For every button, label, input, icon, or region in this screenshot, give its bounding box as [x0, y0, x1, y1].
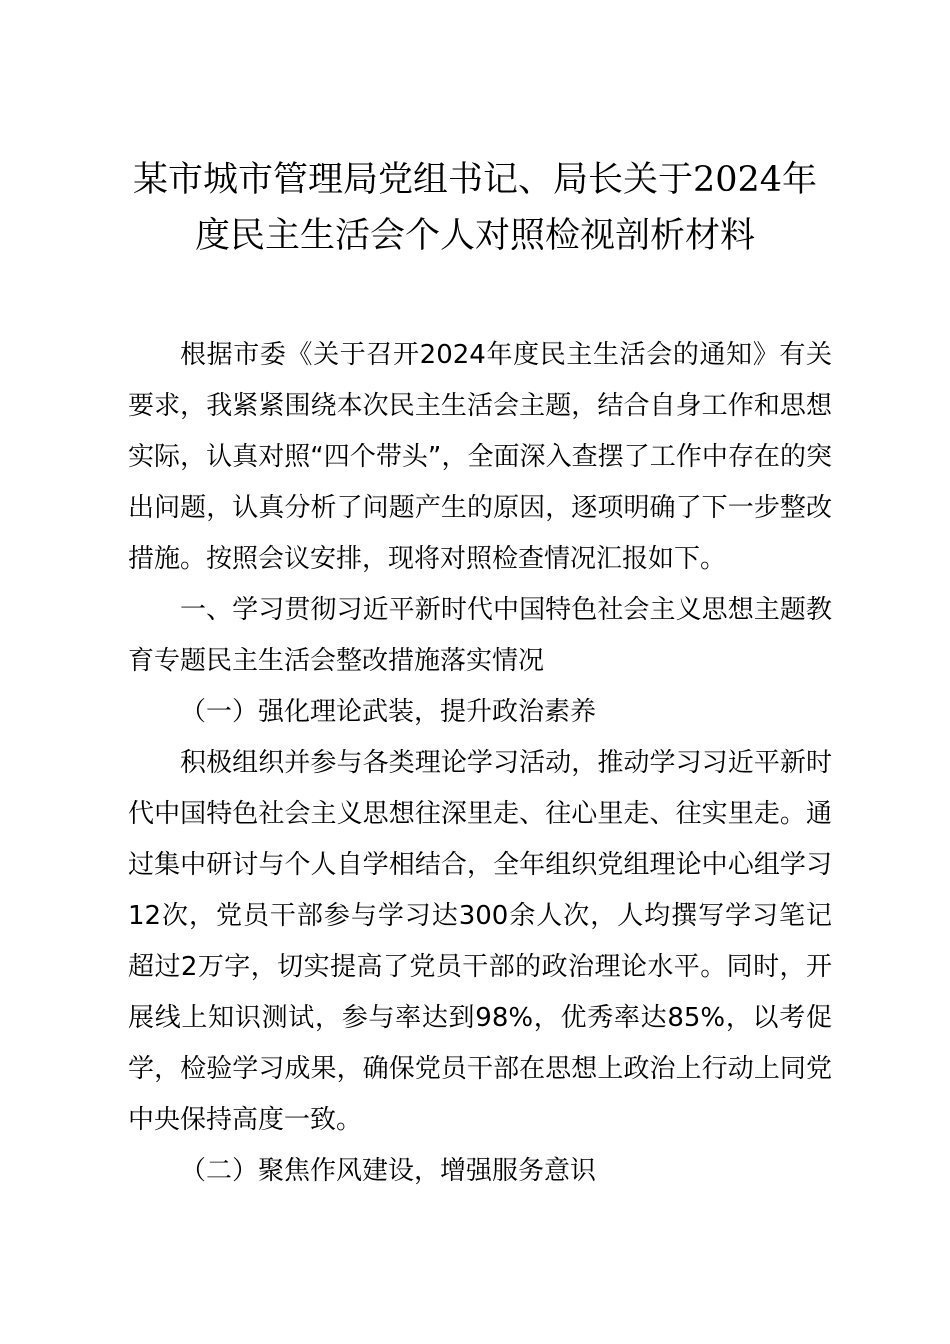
subsection-heading-2: （二）聚焦作风建设，增强服务意识	[180, 1156, 597, 1186]
document-title	[100, 152, 850, 264]
title-line-1: 某市城市管理局党组书记、局长关于2024年	[132, 160, 818, 200]
section-heading-1: 一、学习贯彻习近平新时代中国特色社会主义思想主题教育专题民主生活会整改措施落实情况	[128, 595, 832, 676]
intro-paragraph: 根据市委《关于召开2024年度民主生活会的通知》有关要求，我紧紧围绕本次民主生活会主题，结合自身工作和思想实际，认真对照“四个带头”，全面深入查摆了工作中存在的突出问题，认真分析了问题产生的原因，逐项明确了下一步整改措施。按照会议安排，现将对照检查情况汇报如下。	[128, 340, 832, 574]
title-line-2: 度民主生活会个人对照检视剖析材料	[194, 216, 755, 256]
document-body	[128, 330, 832, 1197]
subsection-body-1: 积极组织并参与各类理论学习活动，推动学习习近平新时代中国特色社会主义思想往深里走、往心里走、往实里走。通过集中研讨与个人自学相结合，全年组织党组理论中心组学习12次，党员干部参与学习达300余人次，人均撰写学习笔记超过2万字，切实提高了党员干部的政治理论水平。同时，开展线上知识测试，参与率达到98%，优秀率达85%，以考促学，检验学习成果，确保党员干部在思想上政治上行动上同党中央保持高度一致。	[128, 748, 832, 1135]
subsection-heading-1: （一）强化理论武装，提升政治素养	[180, 697, 597, 727]
